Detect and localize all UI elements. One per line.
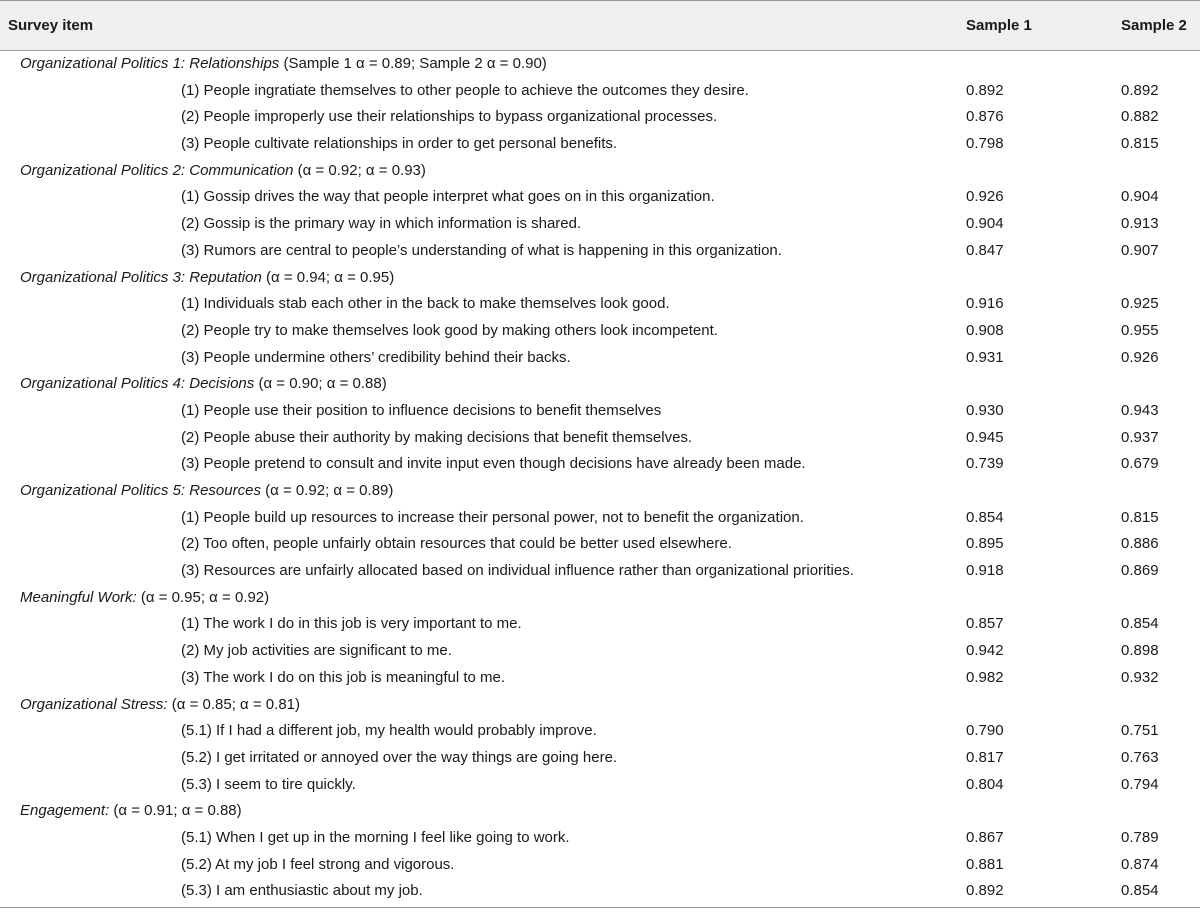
item-text: (2) Too often, people unfairly obtain resources that could be better used elsewhere. — [181, 535, 732, 553]
sample-2-value: 0.815 — [1121, 508, 1159, 526]
section-alpha: (α = 0.94; α = 0.95) — [261, 268, 395, 286]
table-row — [0, 825, 1200, 852]
section-row — [0, 692, 1200, 719]
sample-2-value: 0.892 — [1121, 81, 1159, 99]
section-label — [20, 478, 393, 505]
item-text: (5.3) I am enthusiastic about my job. — [181, 882, 423, 900]
table-row — [0, 291, 1200, 318]
sample-2-value: 0.751 — [1121, 722, 1159, 740]
sample-1-value: 0.916 — [966, 295, 1004, 313]
sample-2-value: 0.943 — [1121, 401, 1159, 419]
table-body — [0, 51, 1200, 905]
item-text: (1) The work I do in this job is very important to me. — [181, 615, 522, 633]
sample-2-value: 0.815 — [1121, 135, 1159, 153]
sample-2-value: 0.955 — [1121, 321, 1159, 339]
item-text: (3) People pretend to consult and invite input even though decisions have already been made. — [181, 455, 806, 473]
item-text: (3) Rumors are central to people’s understanding of what is happening in this organization. — [181, 241, 782, 259]
section-name: Organizational Politics 2: Communication — [20, 161, 294, 179]
item-text: (1) People use their position to influence decisions to benefit themselves — [181, 401, 662, 419]
table-row — [0, 878, 1200, 905]
section-row — [0, 265, 1200, 292]
header-sample-1: Sample 1 — [966, 17, 1032, 34]
item-text: (1) People ingratiate themselves to other people to achieve the outcomes they desire. — [181, 81, 749, 99]
section-alpha: (α = 0.90; α = 0.88) — [254, 375, 387, 393]
sample-2-value: 0.925 — [1121, 295, 1159, 313]
header-sample-2: Sample 2 — [1121, 17, 1187, 34]
table-row — [0, 131, 1200, 158]
sample-1-value: 0.804 — [966, 775, 1004, 793]
table-row — [0, 345, 1200, 372]
section-alpha: (α = 0.85; α = 0.81) — [167, 695, 300, 713]
section-label — [20, 798, 242, 825]
item-text: (2) People try to make themselves look good by making others look incompetent. — [181, 321, 718, 339]
section-name: Organizational Politics 3: Reputation — [20, 268, 262, 286]
header-survey-item: Survey item — [8, 17, 94, 34]
section-name: Organizational Politics 5: Resources — [20, 482, 261, 499]
section-name: Organizational Politics 4: Decisions — [20, 375, 255, 393]
section-name: Meaningful Work: — [20, 588, 137, 606]
section-label — [20, 265, 394, 292]
item-text: (2) People abuse their authority by making decisions that benefit themselves. — [181, 428, 693, 446]
sample-2-value: 0.854 — [1121, 882, 1159, 900]
sample-1-value: 0.892 — [966, 882, 1004, 900]
sample-2-value: 0.794 — [1121, 775, 1159, 793]
item-text: (2) My job activities are significant to me. — [181, 642, 452, 660]
table-row — [0, 665, 1200, 692]
table-row — [0, 772, 1200, 799]
section-label — [20, 51, 547, 78]
sample-2-value: 0.679 — [1121, 455, 1159, 473]
table-row — [0, 718, 1200, 745]
section-label — [20, 158, 426, 185]
sample-1-value: 0.904 — [966, 215, 1004, 233]
item-text: (1) People build up resources to increase their personal power, not to benefit the organization. — [181, 508, 804, 526]
section-row — [0, 798, 1200, 825]
sample-1-value: 0.867 — [966, 828, 1004, 846]
item-text: (3) The work I do on this job is meaningful to me. — [181, 668, 506, 686]
sample-2-value: 0.913 — [1121, 215, 1159, 233]
table-row — [0, 531, 1200, 558]
section-label — [20, 371, 387, 398]
section-alpha: (α = 0.91; α = 0.88) — [109, 802, 242, 820]
sample-2-value: 0.854 — [1121, 615, 1159, 633]
table-row — [0, 425, 1200, 452]
sample-1-value: 0.739 — [966, 455, 1004, 473]
item-text: (3) People cultivate relationships in order to get personal benefits. — [181, 135, 618, 153]
sample-2-value: 0.763 — [1121, 748, 1159, 766]
table-row — [0, 184, 1200, 211]
sample-1-value: 0.854 — [966, 508, 1004, 526]
section-row — [0, 585, 1200, 612]
item-text: (5.1) If I had a different job, my health would probably improve. — [181, 722, 597, 740]
item-text: (2) Gossip is the primary way in which information is shared. — [181, 215, 582, 233]
sample-2-value: 0.886 — [1121, 535, 1159, 553]
sample-1-value: 0.881 — [966, 855, 1004, 873]
section-name: Engagement: — [20, 802, 110, 820]
table-row — [0, 398, 1200, 425]
table-row — [0, 318, 1200, 345]
sample-1-value: 0.857 — [966, 615, 1004, 633]
section-alpha: (α = 0.95; α = 0.92) — [136, 588, 270, 606]
item-text: (5.3) I seem to tire quickly. — [181, 775, 356, 793]
section-row — [0, 51, 1200, 78]
sample-2-value: 0.789 — [1121, 828, 1159, 846]
section-name: Organizational Stress: — [20, 695, 168, 713]
sample-2-value: 0.882 — [1121, 108, 1159, 126]
table-header — [0, 0, 1200, 51]
item-text: (5.1) When I get up in the morning I feel like going to work. — [181, 828, 570, 846]
section-label — [20, 585, 269, 612]
sample-1-value: 0.908 — [966, 321, 1004, 339]
item-text: (5.2) At my job I feel strong and vigorous. — [181, 855, 455, 873]
table-row — [0, 238, 1200, 265]
table-row — [0, 745, 1200, 772]
sample-1-value: 0.930 — [966, 401, 1004, 419]
sample-2-value: 0.869 — [1121, 562, 1159, 580]
sample-1-value: 0.931 — [966, 348, 1004, 366]
section-row — [0, 478, 1200, 505]
sample-1-value: 0.942 — [966, 642, 1004, 660]
sample-1-value: 0.918 — [966, 562, 1004, 580]
sample-2-value: 0.937 — [1121, 428, 1159, 446]
item-text: (5.2) I get irritated or annoyed over the way things are going here. — [181, 748, 618, 766]
table-row — [0, 638, 1200, 665]
section-row — [0, 158, 1200, 185]
sample-1-value: 0.817 — [966, 748, 1004, 766]
sample-2-value: 0.874 — [1121, 855, 1159, 873]
table-row — [0, 611, 1200, 638]
table-row — [0, 211, 1200, 238]
sample-1-value: 0.798 — [966, 135, 1004, 153]
section-row — [0, 371, 1200, 398]
bottom-rule — [0, 907, 1200, 908]
table-row — [0, 852, 1200, 879]
table-row — [0, 505, 1200, 532]
item-text: (2) People improperly use their relationships to bypass organizational processes. — [181, 108, 718, 126]
item-text: (1) Gossip drives the way that people interpret what goes on in this organization. — [181, 188, 715, 206]
sample-2-value: 0.898 — [1121, 642, 1159, 660]
sample-1-value: 0.945 — [966, 428, 1004, 446]
sample-1-value: 0.847 — [966, 241, 1004, 259]
sample-1-value: 0.876 — [966, 108, 1004, 126]
table-row — [0, 104, 1200, 131]
sample-1-value: 0.895 — [966, 535, 1004, 553]
section-alpha: (Sample 1 α = 0.89; Sample 2 α = 0.90) — [279, 55, 547, 72]
section-name: Organizational Politics 1: Relationships — [20, 55, 280, 72]
sample-2-value: 0.926 — [1121, 348, 1159, 366]
item-text: (3) Resources are unfairly allocated based on individual influence rather than organizational priorities. — [181, 562, 854, 580]
section-label — [20, 692, 300, 719]
sample-2-value: 0.907 — [1121, 241, 1159, 259]
table-row — [0, 78, 1200, 105]
section-alpha: (α = 0.92; α = 0.93) — [293, 161, 426, 179]
sample-1-value: 0.982 — [966, 668, 1004, 686]
sample-1-value: 0.926 — [966, 188, 1004, 206]
item-text: (3) People undermine others’ credibility behind their backs. — [181, 348, 571, 366]
section-alpha: (α = 0.92; α = 0.89) — [260, 482, 394, 499]
table-row — [0, 451, 1200, 478]
table-row — [0, 558, 1200, 585]
item-text: (1) Individuals stab each other in the back to make themselves look good. — [181, 295, 670, 313]
sample-2-value: 0.904 — [1121, 188, 1159, 206]
sample-1-value: 0.892 — [966, 81, 1004, 99]
sample-1-value: 0.790 — [966, 722, 1004, 740]
sample-2-value: 0.932 — [1121, 668, 1159, 686]
